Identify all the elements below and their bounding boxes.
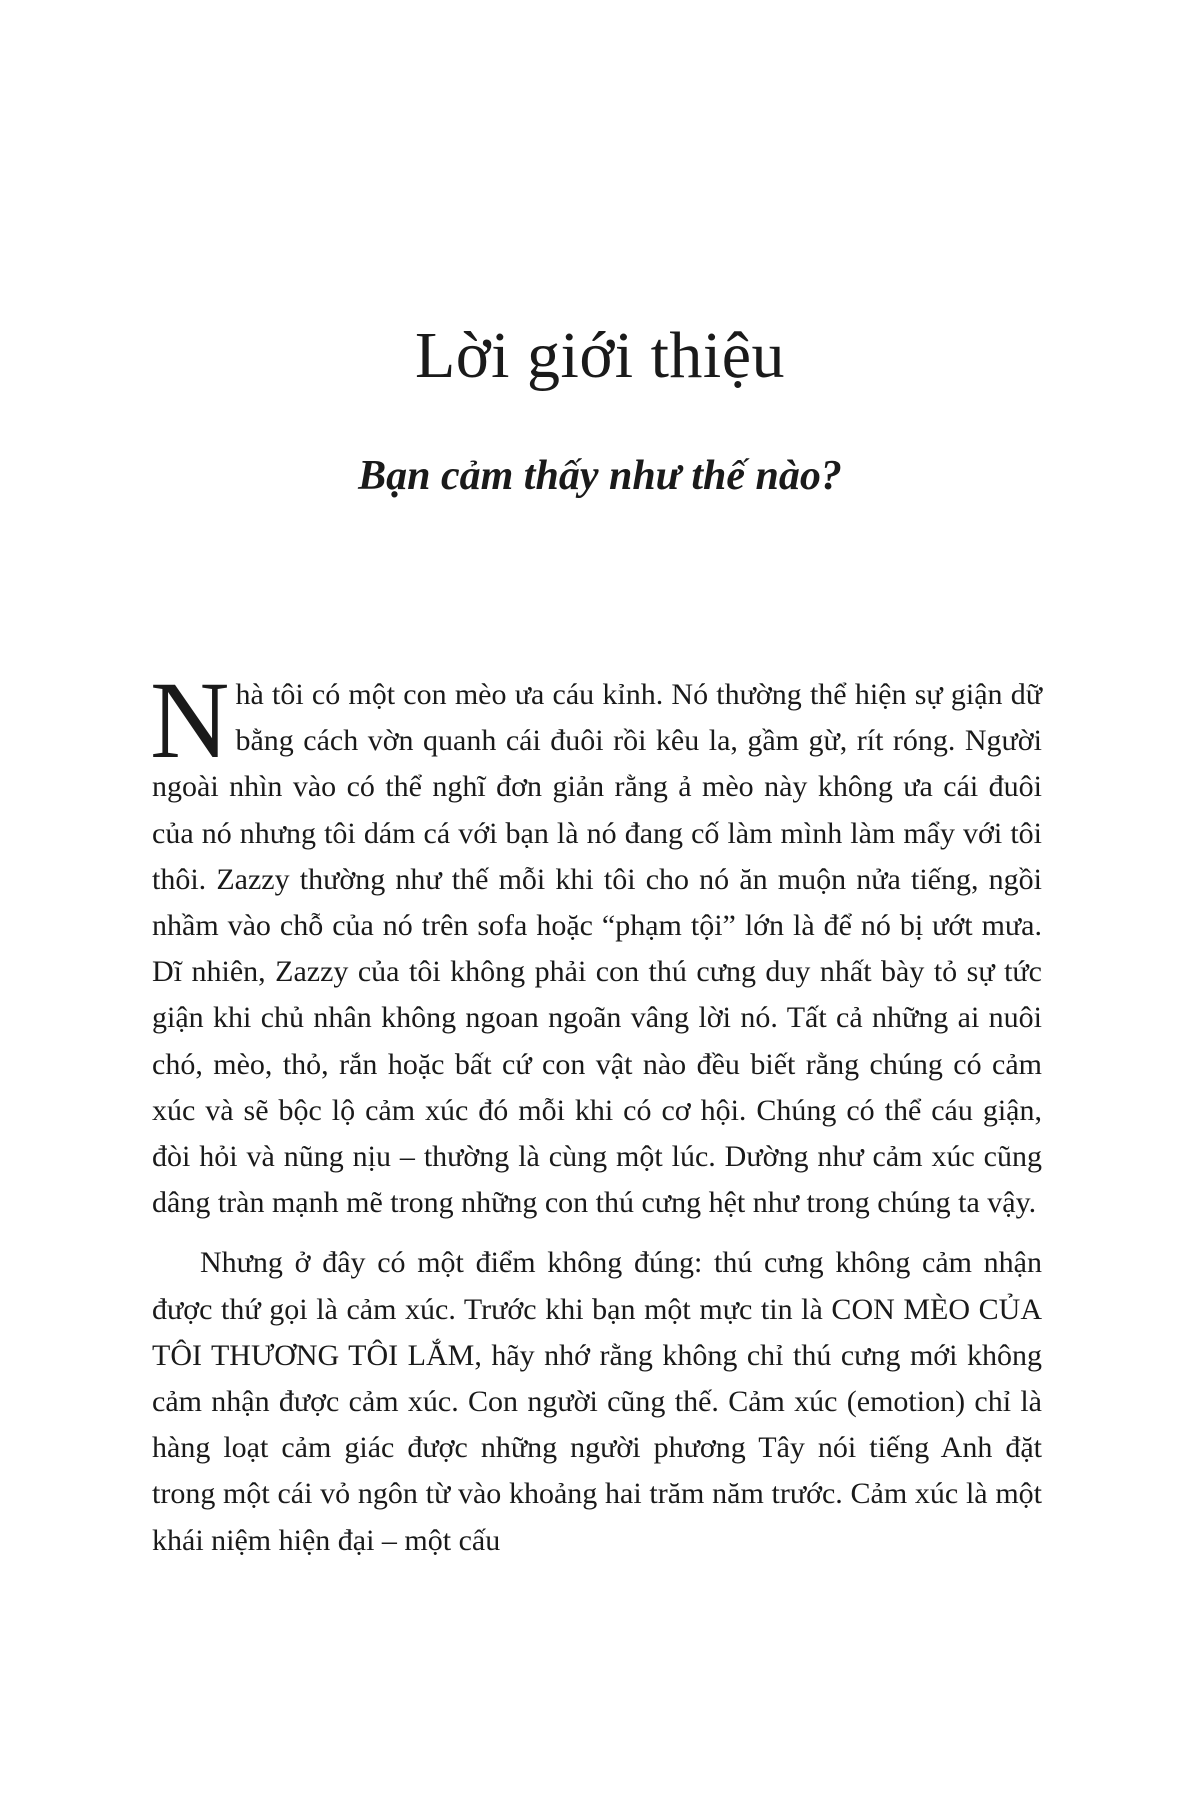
chapter-subtitle: Bạn cảm thấy như thế nào?	[358, 453, 842, 499]
drop-cap: N	[150, 659, 230, 781]
paragraph-1-text: hà tôi có một con mèo ưa cáu kỉnh. Nó thường thể hiện sự giận dữ bằng cách vờn quanh cái đuôi rồi kêu la, gầm gừ, rít róng. Người ngoài nhìn vào có thể nghĩ đơn giản rằng ả mèo này không ưa cái đuôi của nó nhưng tôi dám cá với bạn là nó đang cố làm mình làm mẩy với tôi thôi. Zazzy thường như thế mỗi khi tôi cho nó ăn muộn nửa tiếng, ngồi nhầm vào chỗ của nó trên sofa hoặc “phạm tội” lớn là để nó bị ướt mưa. Dĩ nhiên, Zazzy của tôi không phải con thú cưng duy nhất bày tỏ sự tức giận khi chủ nhân không ngoan ngoãn vâng lời nó. Tất cả những ai nuôi chó, mèo, thỏ, rắn hoặc bất cứ con vật nào đều biết rằng chúng có cảm xúc và sẽ bộc lộ cảm xúc đó mỗi khi có cơ hội. Chúng có thể cáu giận, đòi hỏi và nũng nịu – thường là cùng một lúc. Dường như cảm xúc cũng dâng tràn mạnh mẽ trong những con thú cưng hệt như trong chúng ta vậy.	[152, 678, 1042, 1220]
body-text	[150, 659, 1042, 1578]
paragraph-1	[150, 659, 1042, 1226]
chapter-title: Lời giới thiệu	[414, 319, 786, 392]
paragraph-2: Nhưng ở đây có một điểm không đúng: thú cưng không cảm nhận được thứ gọi là cảm xúc. Trước khi bạn một mực tin là CON MÈO CỦA TÔI THƯƠNG TÔI LẮM, hãy nhớ rằng không chỉ thú cưng mới không cảm nhận được cảm xúc. Con người cũng thế. Cảm xúc (emotion) chỉ là hàng loạt cảm giác được những người phương Tây nói tiếng Anh đặt trong một cái vỏ ngôn từ vào khoảng hai trăm năm trước. Cảm xúc là một khái niệm hiện đại – một cấu	[152, 1246, 1042, 1557]
